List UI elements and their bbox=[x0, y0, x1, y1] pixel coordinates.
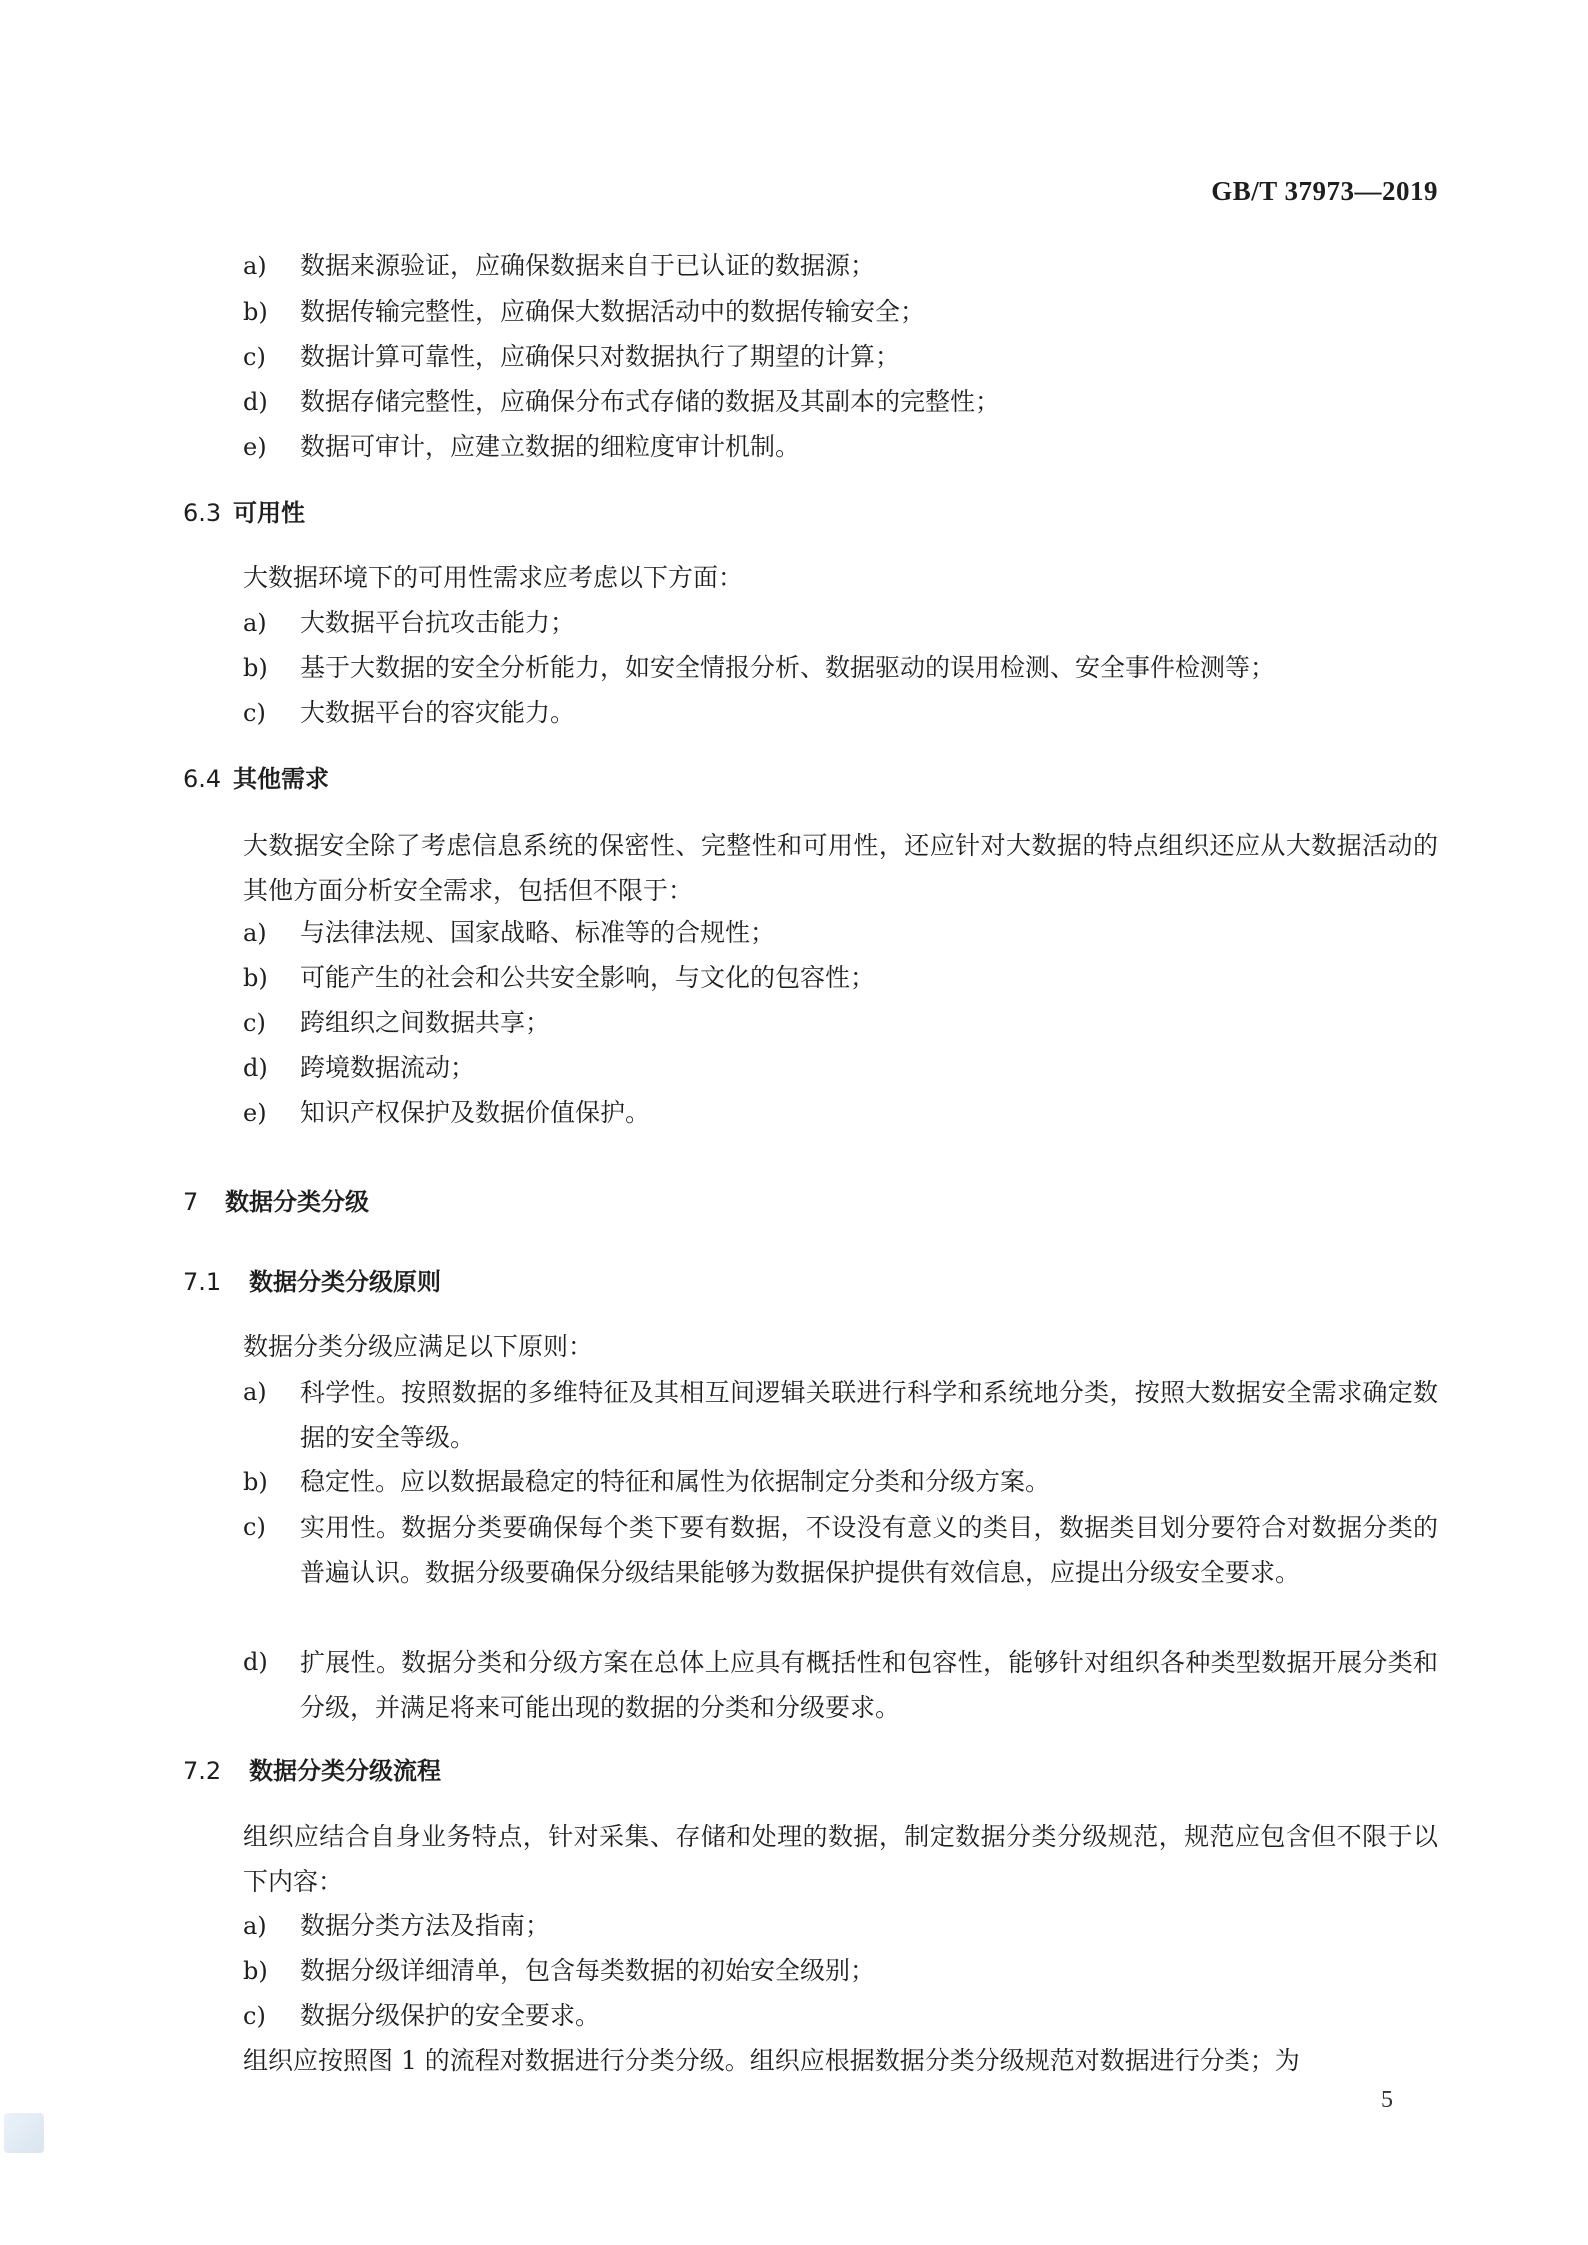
list-marker: c) bbox=[243, 2002, 266, 2030]
list-item-text: 实用性。数据分类要确保每个类下要有数据，不设没有意义的类目，数据类目划分要符合对数据分类的普遍认识。数据分级要确保分级结果能够为数据保护提供有效信息，应提出分级安全要求。 bbox=[300, 1513, 1438, 1587]
list-marker: a) bbox=[243, 919, 267, 947]
section-heading-6-4 bbox=[183, 764, 329, 794]
paragraph: 数据分类分级应满足以下原则： bbox=[243, 1332, 594, 1361]
list-marker: a) bbox=[243, 252, 267, 280]
list-item bbox=[300, 1370, 1438, 1460]
list-item: 数据计算可靠性，应确保只对数据执行了期望的计算； bbox=[300, 342, 901, 371]
list-marker: d) bbox=[243, 388, 268, 416]
section-heading-7-2 bbox=[183, 1756, 441, 1786]
list-item: 可能产生的社会和公共安全影响，与文化的包容性； bbox=[300, 963, 876, 992]
standard-code: GB/T 37973—2019 bbox=[1211, 176, 1438, 206]
section-number: 7.2 bbox=[183, 1757, 222, 1785]
list-marker: d) bbox=[243, 1054, 268, 1082]
paragraph: 大数据环境下的可用性需求应考虑以下方面： bbox=[243, 563, 744, 592]
section-heading-6-3 bbox=[183, 498, 305, 528]
list-marker: b) bbox=[243, 1468, 268, 1496]
corner-logo-icon bbox=[4, 2113, 44, 2153]
list-marker: b) bbox=[243, 298, 268, 326]
list-item bbox=[300, 1505, 1438, 1595]
list-marker: e) bbox=[243, 1099, 267, 1127]
paragraph bbox=[243, 1814, 1438, 1904]
list-marker: c) bbox=[243, 1513, 266, 1541]
section-title: 数据分类分级 bbox=[225, 1188, 369, 1216]
list-item-text: 科学性。按照数据的多维特征及其相互间逻辑关联进行科学和系统地分类，按照大数据安全需求确定数据的安全等级。 bbox=[300, 1378, 1438, 1452]
list-item: 基于大数据的安全分析能力，如安全情报分析、数据驱动的误用检测、安全事件检测等； bbox=[300, 653, 1276, 682]
list-marker: a) bbox=[243, 609, 267, 637]
section-heading-7-1 bbox=[183, 1267, 441, 1297]
list-item: 数据分级详细清单，包含每类数据的初始安全级别； bbox=[300, 1956, 876, 1985]
list-marker: c) bbox=[243, 1009, 266, 1037]
section-title: 数据分类分级流程 bbox=[249, 1757, 441, 1785]
list-item: 知识产权保护及数据价值保护。 bbox=[300, 1098, 651, 1127]
page-number: 5 bbox=[1381, 2087, 1393, 2113]
paragraph: 组织应按照图 1 的流程对数据进行分类分级。组织应根据数据分类分级规范对数据进行分类；为 bbox=[243, 2046, 1300, 2075]
list-marker: a) bbox=[243, 1912, 267, 1940]
list-marker: d) bbox=[243, 1648, 268, 1676]
list-item: 跨组织之间数据共享； bbox=[300, 1008, 551, 1037]
list-marker: c) bbox=[243, 699, 266, 727]
list-item: 跨境数据流动； bbox=[300, 1053, 476, 1082]
paragraph bbox=[243, 823, 1438, 913]
section-number: 6.3 bbox=[183, 499, 222, 527]
chapter-heading-7 bbox=[183, 1187, 369, 1217]
list-item: 大数据平台的容灾能力。 bbox=[300, 698, 576, 727]
list-marker: b) bbox=[243, 654, 268, 682]
list-marker: a) bbox=[243, 1378, 267, 1406]
list-item: 数据分类方法及指南； bbox=[300, 1911, 551, 1940]
list-item bbox=[300, 1640, 1438, 1730]
list-item: 稳定性。应以数据最稳定的特征和属性为依据制定分类和分级方案。 bbox=[300, 1467, 1051, 1496]
list-marker: e) bbox=[243, 433, 267, 461]
list-item-text: 扩展性。数据分类和分级方案在总体上应具有概括性和包容性，能够针对组织各种类型数据开展分类和分级，并满足将来可能出现的数据的分类和分级要求。 bbox=[300, 1648, 1438, 1722]
list-item: 大数据平台抗攻击能力； bbox=[300, 608, 576, 637]
paragraph-text: 大数据安全除了考虑信息系统的保密性、完整性和可用性，还应针对大数据的特点组织还应从大数据活动的其他方面分析安全需求，包括但不限于： bbox=[243, 831, 1438, 905]
list-marker: b) bbox=[243, 1957, 268, 1985]
list-item: 数据传输完整性，应确保大数据活动中的数据传输安全； bbox=[300, 297, 926, 326]
section-number: 7.1 bbox=[183, 1268, 222, 1296]
section-number: 7 bbox=[183, 1188, 199, 1216]
paragraph-text: 组织应结合自身业务特点，针对采集、存储和处理的数据，制定数据分类分级规范，规范应包含但不限于以下内容： bbox=[243, 1822, 1438, 1896]
list-item: 与法律法规、国家战略、标准等的合规性； bbox=[300, 918, 776, 947]
list-marker: b) bbox=[243, 964, 268, 992]
section-title: 数据分类分级原则 bbox=[249, 1268, 441, 1296]
list-item: 数据分级保护的安全要求。 bbox=[300, 2001, 601, 2030]
list-item: 数据存储完整性，应确保分布式存储的数据及其副本的完整性； bbox=[300, 387, 1001, 416]
section-title: 其他需求 bbox=[233, 765, 329, 793]
list-item: 数据可审计，应建立数据的细粒度审计机制。 bbox=[300, 432, 801, 461]
section-title: 可用性 bbox=[233, 499, 305, 527]
list-item: 数据来源验证，应确保数据来自于已认证的数据源； bbox=[300, 251, 876, 280]
list-marker: c) bbox=[243, 343, 266, 371]
section-number: 6.4 bbox=[183, 765, 222, 793]
